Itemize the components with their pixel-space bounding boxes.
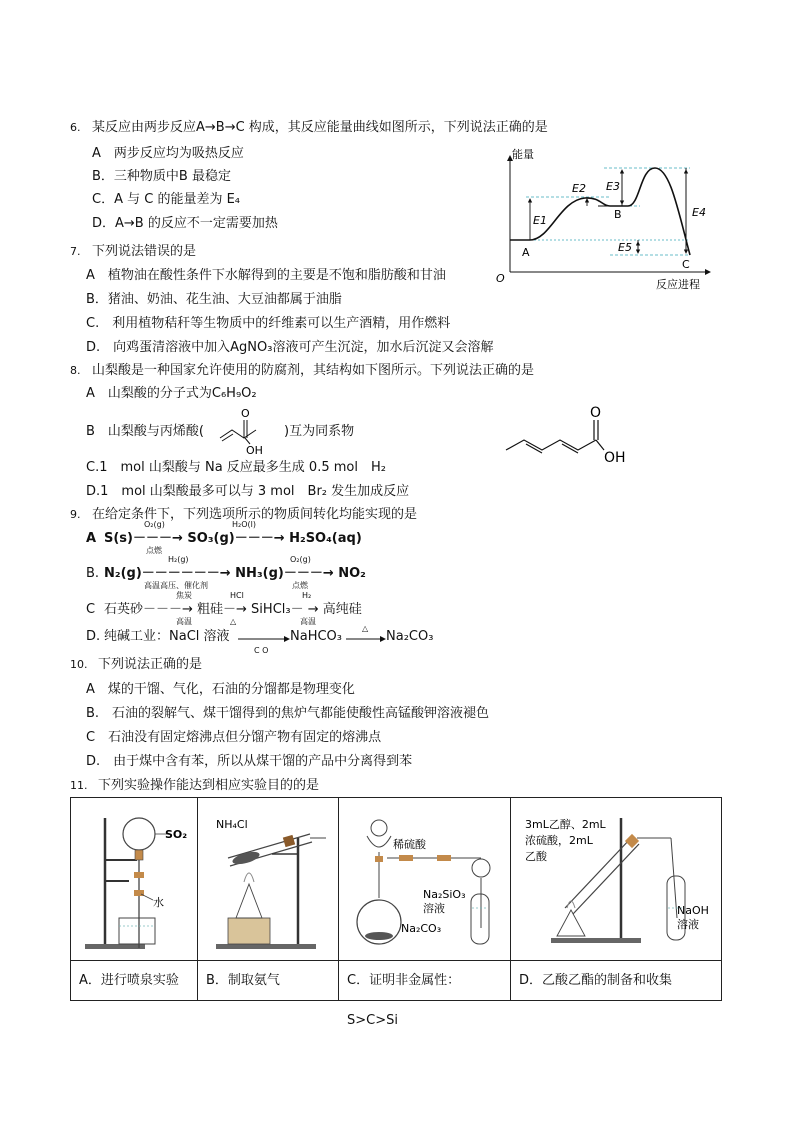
q10-option-c: C 石油没有固定熔沸点但分馏产物有固定的熔沸点: [86, 730, 382, 745]
q9-option-b: N₂(g)－－－－－－→ NH₃(g)－－－→ NO₂: [104, 566, 366, 581]
q8-option-c: C.1 mol 山梨酸与 Na 反应最多生成 0.5 mol H₂: [86, 460, 386, 475]
svg-text:浓硫酸，2mL: 浓硫酸，2mL: [525, 834, 593, 847]
q9-option-d-mid: NaHCO₃: [290, 629, 342, 644]
q10-option-a: A 煤的干馏、气化，石油的分馏都是物理变化: [86, 682, 355, 697]
svg-text:E4: E4: [692, 206, 706, 219]
q9-d-arrow1: [236, 632, 292, 646]
origin-label: O: [496, 272, 505, 285]
q6-option-d: D．A→B 的反应不一定需要加热: [92, 216, 278, 231]
q8-number: 8.: [70, 364, 81, 377]
q7-option-a: A 植物油在酸性条件下水解得到的主要是不饱和脂肪酸和甘油: [86, 268, 446, 283]
caption-d: D．乙酸乙酯的制备和收集: [511, 960, 721, 1001]
q7-option-c: C. 利用植物秸秆等生物质中的纤维素可以生产酒精，用作燃料: [86, 316, 451, 331]
q6-option-b: B．三种物质中B 最稳定: [92, 169, 231, 184]
svg-text:E2: E2: [572, 182, 586, 195]
q9-d-arrow2: [344, 632, 388, 646]
apparatus-b: [198, 798, 339, 960]
q9-option-a: S(s)－－－→ SO₃(g)－－－→ H₂SO₄(aq): [104, 531, 362, 546]
energy-curve: [510, 168, 690, 255]
q10-number: 10.: [70, 658, 88, 671]
svg-text:E1: E1: [533, 214, 547, 227]
q10-stem: 下列说法正确的是: [98, 657, 203, 672]
apparatus-c: [339, 798, 511, 960]
svg-text:NaOH: NaOH: [677, 904, 709, 917]
apparatus-a: [71, 798, 198, 960]
q9-stem: 在给定条件下，下列选项所示的物质间转化均能实现的是: [92, 507, 418, 522]
svg-text:溶液: 溶液: [677, 918, 699, 931]
energy-ylabel: 能量: [512, 148, 534, 161]
svg-text:Na₂SiO₃: Na₂SiO₃: [423, 888, 466, 901]
q9-option-d-end: Na₂CO₃: [386, 629, 434, 644]
experiment-table: [70, 797, 722, 1028]
energy-diagram: [490, 140, 720, 295]
apparatus-d: [511, 798, 723, 960]
acrylic-acid-structure: [216, 404, 284, 456]
q8-stem: 山梨酸是一种国家允许使用的防腐剂，其结构如下图所示。下列说法正确的是: [92, 363, 535, 378]
caption-b: B．制取氨气: [198, 960, 339, 1001]
q9-number: 9.: [70, 508, 81, 521]
svg-text:E3: E3: [606, 180, 620, 193]
q11-stem: 下列实验操作能达到相应实验目的的是: [98, 778, 320, 793]
q9-option-c-letter: C: [86, 602, 96, 617]
q7-option-d: D. 向鸡蛋清溶液中加入AgNO₃溶液可产生沉淀，加水后沉淀又会溶解: [86, 340, 494, 355]
svg-text:NH₄Cl: NH₄Cl: [216, 818, 248, 831]
q6-option-c: C．A 与 C 的能量差为 E₄: [92, 192, 241, 207]
q6-stem: 某反应由两步反应A→B→C 构成，其反应能量曲线如图所示，下列说法正确的是: [92, 120, 548, 135]
svg-text:SO₂: SO₂: [165, 828, 188, 841]
q7-number: 7.: [70, 245, 81, 258]
svg-text:水: 水: [153, 896, 164, 909]
svg-text:O: O: [590, 405, 602, 421]
svg-text:3mL乙醇、2mL: 3mL乙醇、2mL: [525, 818, 606, 831]
q8-option-d: D.1 mol 山梨酸最多可以与 3 mol Br₂ 发生加成反应: [86, 484, 410, 499]
svg-text:稀硫酸: 稀硫酸: [393, 838, 426, 851]
q7-option-b: B．猪油、奶油、花生油、大豆油都属于油脂: [86, 292, 342, 307]
svg-text:OH: OH: [246, 444, 263, 456]
q8-option-b-post: )互为同系物: [284, 424, 355, 439]
q10-option-b: B. 石油的裂解气、煤干馏得到的焦炉气都能使酸性高锰酸钾溶液褪色: [86, 706, 490, 721]
svg-text:溶液: 溶液: [423, 902, 445, 915]
q8-option-a: A 山梨酸的分子式为C₆H₉O₂: [86, 386, 257, 401]
svg-text:A: A: [522, 246, 530, 259]
caption-a: A．进行喷泉实验: [71, 960, 198, 1001]
caption-c: C．证明非金属性：S>C>Si: [339, 960, 511, 1001]
svg-text:O: O: [241, 407, 250, 420]
q6-option-a: A 两步反应均为吸热反应: [92, 146, 244, 161]
q9-option-c: 石英砂－－－→ 粗硅－→ SiHCl₃－ → 高纯硅: [104, 602, 362, 617]
svg-text:OH: OH: [604, 450, 626, 466]
svg-text:Na₂CO₃: Na₂CO₃: [401, 922, 442, 935]
svg-text:乙酸: 乙酸: [525, 850, 547, 863]
energy-xlabel: 反应进程: [656, 278, 700, 291]
q9-option-b-letter: B.: [86, 566, 100, 581]
q9-option-d: 纯碱工业：NaCl 溶液: [104, 629, 230, 644]
sorbic-acid-structure: [500, 404, 640, 468]
q9-option-a-letter: A: [86, 531, 97, 546]
q11-number: 11.: [70, 779, 88, 792]
q8-option-b-pre: B 山梨酸与丙烯酸(: [86, 424, 204, 439]
svg-text:C: C: [682, 258, 690, 271]
q9-option-d-letter: D.: [86, 629, 101, 644]
svg-text:B: B: [614, 208, 622, 221]
q6-number: 6.: [70, 121, 81, 134]
q10-option-d: D. 由于煤中含有苯，所以从煤干馏的产品中分离得到苯: [86, 754, 413, 769]
svg-text:E5: E5: [618, 241, 632, 254]
q7-stem: 下列说法错误的是: [92, 244, 197, 259]
